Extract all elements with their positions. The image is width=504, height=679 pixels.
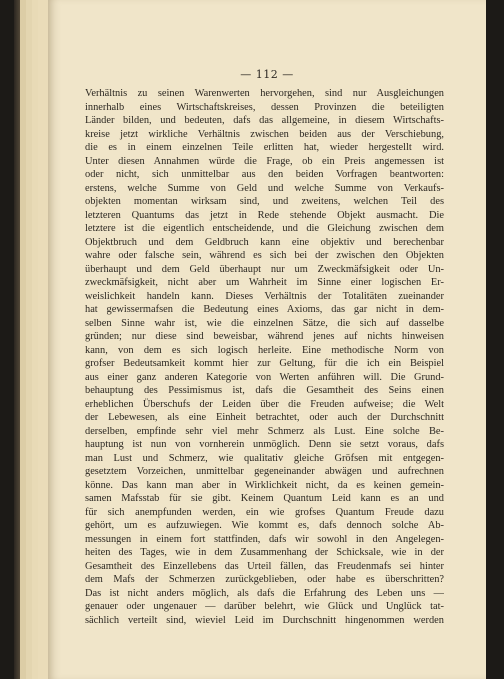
text-line: behauptung des Pessimismus ist, dafs die Gesamtheit des Seins einen <box>85 385 444 396</box>
text-line: für sich anempfunden werden, ein wie grofses Quantum Freude dazu <box>85 506 444 518</box>
text-line: Das ist nicht anders möglich, als dafs die Erfahrung des Leben uns — <box>85 587 444 599</box>
text-line: messungen in einem fort stattfinden, dafs wir sowohl in den Angelegen- <box>85 533 444 545</box>
text-line: die es in einem einzelnen Teile erlitten hat, wieder hergestellt wird. <box>85 142 444 153</box>
text-line: oder nicht, sich unmittelbar aus den beiden Vorfragen beantworten: <box>85 169 444 180</box>
text-line: gesetztem Vorzeichen, unmittelbar gegeneinander abwägen und aufrechnen <box>85 466 444 477</box>
text-line: erheblichen Überschufs der Leiden über die Freuden aufweise; die Welt <box>85 398 444 410</box>
text-line: erstens, welche Summe von Geld und welche Summe von Verkaufs- <box>85 182 444 194</box>
scan-background <box>486 0 504 679</box>
text-line: heiten des Tages, wie in dem Zusammenhang der Schicksale, wie in der <box>85 547 444 558</box>
text-line: Länder bilden, und bedeuten, dafs das allgemeine, in diesem Wirtschafts- <box>85 115 444 126</box>
text-line: Gesamtheit des Einzellebens das Urteil fällen, das Freudenmafs sei hinter <box>85 560 444 572</box>
text-line: objekten momentan wirksam sind, und zweitens, welchen Teil des <box>85 196 444 207</box>
text-line: grofser Bedeutsamkeit kommt hier zur Geltung, für die ich ein Beispiel <box>85 358 444 369</box>
text-line: hauptung ist nun von vornherein unmöglich. Denn sie setzt voraus, dafs <box>85 439 444 450</box>
text-line: man Lust und Schmerz, wie qualitativ gleiche Gröfsen mit entgegen- <box>85 452 444 464</box>
text-line: überhaupt und dem Geld überhaupt nur um Zweckmäfsigkeit oder Un- <box>85 263 444 275</box>
text-line: genauer oder ungenauer — darüber belehrt, wie Glück und Unglück tat- <box>85 601 444 612</box>
text-line: wahre oder falsche sein, während es sich bei der zwischen den Objekten <box>85 250 444 261</box>
text-line: kreise jetzt wirkliche Verhältnis zwischen beiden aus der Verschiebung, <box>85 128 444 140</box>
page-number: — 112 — <box>240 68 294 81</box>
text-line: Unter diesen Annahmen würde die Frage, ob ein Preis angemessen ist <box>85 155 444 167</box>
text-line: selben Sinne wahr ist, wie die einzelnen Sätze, die sich auf dasselbe <box>85 317 444 329</box>
text-line: der Lebewesen, als eine Einheit betrachtet, oder auch der Durchschnitt <box>85 412 444 423</box>
text-line: dem Mafs der Schmerzen zurückgeblieben, oder habe es überschritten? <box>85 574 444 585</box>
text-line: Objektbruch und dem Geldbruch kann eine objektiv und berechenbar <box>85 236 444 248</box>
text-line: hat gewissermafsen die Bedeutung eines Axioms, das gar nicht in dem- <box>85 304 444 315</box>
text-line: samen Mafsstab für sie gibt. Keinem Quantum Leid kann es an und <box>85 493 444 504</box>
text-line: weislichkeit handeln kann. Dieses Verhältnis der Totalitäten zueinander <box>85 290 444 302</box>
text-line: kann, von dem es sich logisch herleite. Eine methodische Norm von <box>85 344 444 356</box>
text-line: gründen; nur diese sind beweisbar, während jenes auf nichts hinweisen <box>85 331 444 342</box>
text-line: zweckmäfsigkeit, nicht aber um Wahrheit im Sinne einer logischen Er- <box>85 277 444 288</box>
text-line: könne. Das kann man aber in Wirklichkeit nicht, da es keinen gemein- <box>85 479 444 491</box>
text-line: aus einer ganz anderen Kategorie von Werten anführen will. Die Grund- <box>85 371 444 383</box>
text-line: Verhältnis zu seinen Warenwerten hervorgehen, sind nur Ausgleichungen <box>85 88 444 99</box>
text-line: innerhalb eines Wirtschaftskreises, dessen Provinzen die beteiligten <box>85 101 444 113</box>
body-text <box>85 87 444 627</box>
text-line: derselben, empfinde sehr viel mehr Schmerz als Lust. Eine solche Be- <box>85 425 444 437</box>
text-line: sächlich verteilt sind, wieviel Leid im Durchschnitt hingenommen werden <box>85 614 444 626</box>
text-line: letztere ist die eigentlich entscheidende, und die Gleichung zwischen dem <box>85 223 444 234</box>
text-line: letzteren Quantums das jetzt in Rede stehende Objekt ausmacht. Die <box>85 209 444 221</box>
text-line: gehört, um es aufzuwiegen. Wie kommt es, dafs dennoch solche Ab- <box>85 520 444 531</box>
